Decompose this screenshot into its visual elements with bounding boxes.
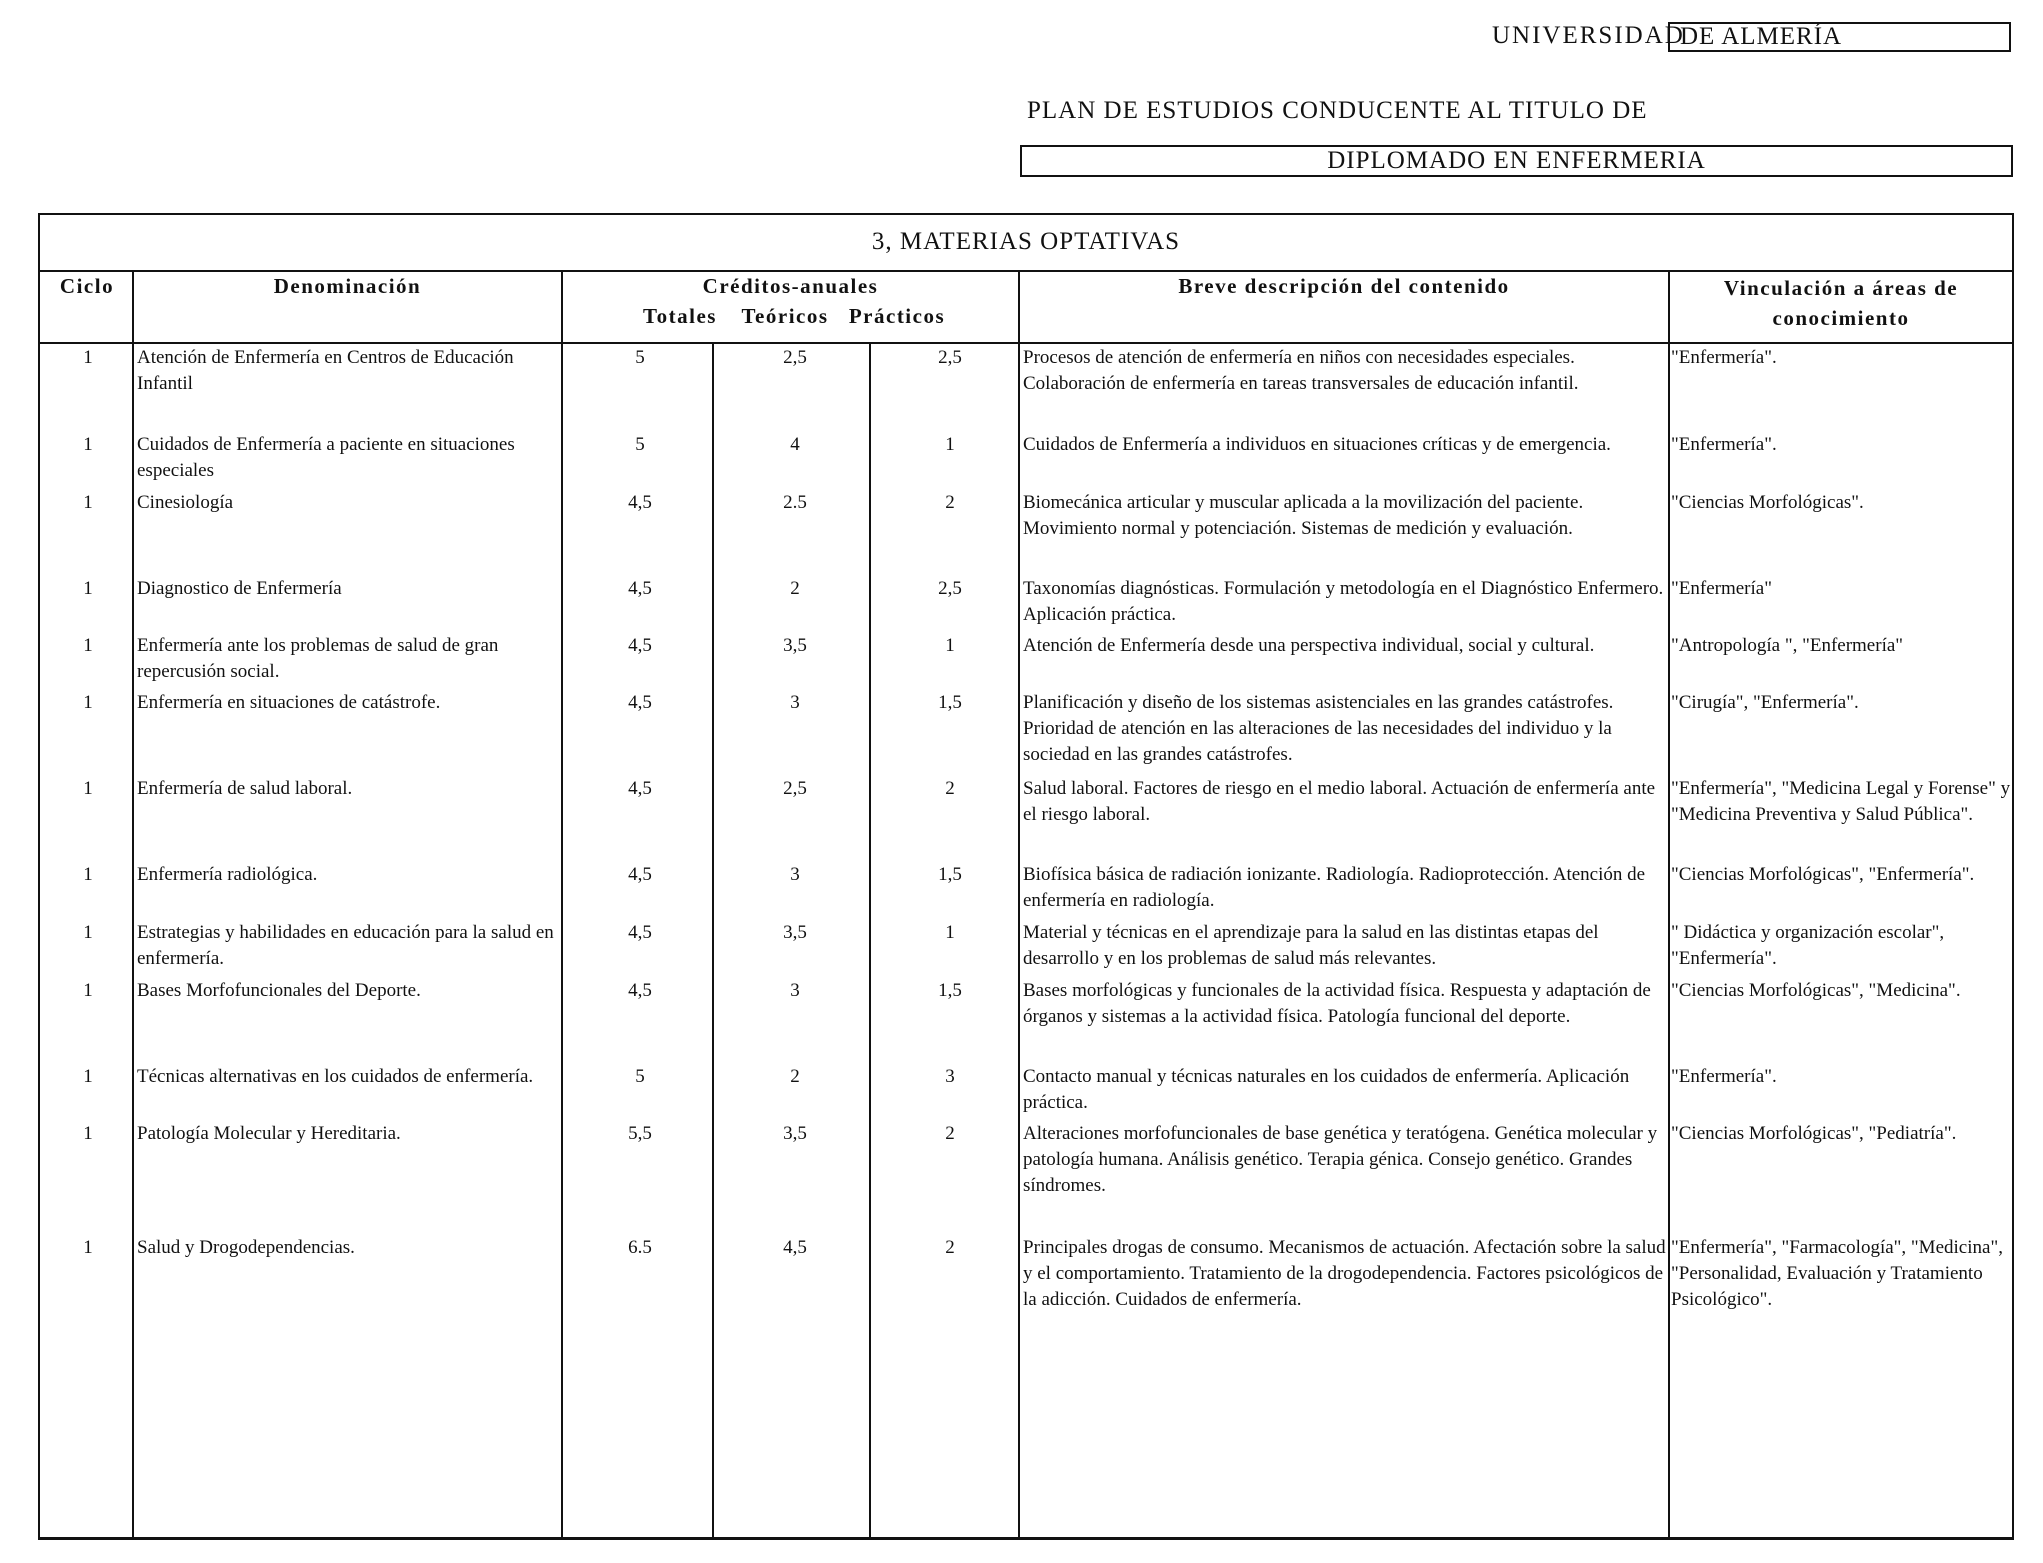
row-descripcion: Contacto manual y técnicas naturales en los cuidados de enfermería. Aplicación práctica. xyxy=(1023,1066,1630,1113)
col-practicos: Prácticos xyxy=(848,304,946,328)
row-practicos: 1 xyxy=(945,922,955,943)
col-descripcion: Breve descripción del contenido xyxy=(1178,274,1510,298)
descripcion-divider xyxy=(1668,270,1670,1538)
header-bottom-rule xyxy=(40,342,2012,344)
row-teoricos: 3 xyxy=(790,692,800,713)
col-totales: Totales xyxy=(643,304,717,328)
row-totales: 4,5 xyxy=(628,692,652,713)
row-ciclo: 1 xyxy=(83,1237,93,1258)
row-totales: 4,5 xyxy=(628,492,652,513)
row-vinculacion: "Cirugía", "Enfermería". xyxy=(1671,692,1859,713)
denominacion-divider xyxy=(561,270,563,1538)
row-teoricos: 2 xyxy=(790,578,800,599)
row-vinculacion: "Enfermería". xyxy=(1671,347,1777,368)
row-ciclo: 1 xyxy=(83,1123,93,1144)
row-descripcion: Planificación y diseño de los sistemas asistenciales en las grandes catástrofes. Prioridad de atención en las alteraciones de las necesidades del individuo y la sociedad en las grandes catástrofes. xyxy=(1023,692,1614,765)
row-teoricos: 3,5 xyxy=(783,922,807,943)
row-denominacion: Diagnostico de Enfermería xyxy=(137,578,342,599)
col-ciclo: Ciclo xyxy=(59,274,115,298)
row-ciclo: 1 xyxy=(83,1066,93,1087)
row-teoricos: 3,5 xyxy=(783,1123,807,1144)
row-descripcion: Atención de Enfermería desde una perspectiva individual, social y cultural. xyxy=(1023,635,1595,656)
row-practicos: 1 xyxy=(945,434,955,455)
row-ciclo: 1 xyxy=(83,922,93,943)
row-vinculacion: "Antropología ", "Enfermería" xyxy=(1671,635,1904,656)
row-ciclo: 1 xyxy=(83,434,93,455)
row-teoricos: 2,5 xyxy=(783,347,807,368)
row-descripcion: Taxonomías diagnósticas. Formulación y metodología en el Diagnóstico Enfermero. Aplicación práctica. xyxy=(1023,578,1664,625)
row-descripcion: Cuidados de Enfermería a individuos en situaciones críticas y de emergencia. xyxy=(1023,434,1611,455)
row-teoricos: 3,5 xyxy=(783,635,807,656)
row-ciclo: 1 xyxy=(83,578,93,599)
university-label: UNIVERSIDAD xyxy=(1492,22,1685,49)
section-title: 3, MATERIAS OPTATIVAS xyxy=(871,228,1181,255)
row-descripcion: Principales drogas de consumo. Mecanismos de actuación. Afectación sobre la salud y el comportamiento. Tratamiento de la drogodependencia. Factores psicológicos de la adicción. Cuidados de enfermería. xyxy=(1023,1237,1666,1310)
row-totales: 4,5 xyxy=(628,980,652,1001)
row-ciclo: 1 xyxy=(83,492,93,513)
header-top-rule xyxy=(40,270,2012,272)
row-denominacion: Técnicas alternativas en los cuidados de enfermería. xyxy=(137,1066,534,1087)
row-ciclo: 1 xyxy=(83,864,93,885)
row-denominacion: Estrategias y habilidades en educación para la salud en enfermería. xyxy=(137,922,554,969)
row-ciclo: 1 xyxy=(83,692,93,713)
row-totales: 4,5 xyxy=(628,635,652,656)
row-teoricos: 4,5 xyxy=(783,1237,807,1258)
ciclo-divider xyxy=(132,270,134,1538)
row-practicos: 3 xyxy=(945,1066,955,1087)
row-practicos: 1,5 xyxy=(938,864,962,885)
row-vinculacion: "Enfermería", "Farmacología", "Medicina", "Personalidad, Evaluación y Tratamiento Psicológico". xyxy=(1671,1237,2003,1310)
row-ciclo: 1 xyxy=(83,347,93,368)
row-totales: 4,5 xyxy=(628,922,652,943)
row-vinculacion: " Didáctica y organización escolar", "Enfermería". xyxy=(1671,922,1945,969)
row-vinculacion: "Ciencias Morfológicas", "Medicina". xyxy=(1671,980,1961,1001)
university-name-box: DE ALMERÍA xyxy=(1668,22,2011,52)
row-teoricos: 2.5 xyxy=(783,492,807,513)
row-vinculacion: "Ciencias Morfológicas". xyxy=(1671,492,1864,513)
row-vinculacion: "Ciencias Morfológicas", "Enfermería". xyxy=(1671,864,1975,885)
row-denominacion: Enfermería radiológica. xyxy=(137,864,318,885)
row-practicos: 2 xyxy=(945,1237,955,1258)
row-totales: 6.5 xyxy=(628,1237,652,1258)
row-practicos: 2 xyxy=(945,1123,955,1144)
row-denominacion: Salud y Drogodependencias. xyxy=(137,1237,355,1258)
col-vinculacion-line1: Vinculación a áreas de xyxy=(1723,276,1959,300)
degree-box: DIPLOMADO EN ENFERMERIA xyxy=(1020,145,2013,177)
creditos-divider xyxy=(1018,270,1020,1538)
row-totales: 4,5 xyxy=(628,864,652,885)
row-teoricos: 2 xyxy=(790,1066,800,1087)
row-practicos: 2,5 xyxy=(938,347,962,368)
row-descripcion: Biofísica básica de radiación ionizante. Radiología. Radioprotección. Atención de enfermería en radiología. xyxy=(1023,864,1646,911)
row-denominacion: Patología Molecular y Hereditaria. xyxy=(137,1123,401,1144)
row-ciclo: 1 xyxy=(83,778,93,799)
row-descripcion: Salud laboral. Factores de riesgo en el medio laboral. Actuación de enfermería ante el riesgo laboral. xyxy=(1023,778,1656,825)
row-practicos: 1 xyxy=(945,635,955,656)
row-denominacion: Enfermería ante los problemas de salud de gran repercusión social. xyxy=(137,635,499,682)
row-denominacion: Enfermería de salud laboral. xyxy=(137,778,353,799)
row-teoricos: 3 xyxy=(790,864,800,885)
row-descripcion: Bases morfológicas y funcionales de la actividad física. Respuesta y adaptación de órganos y sistemas a la actividad física. Patología funcional del deporte. xyxy=(1023,980,1651,1027)
col-teoricos: Teóricos xyxy=(741,304,829,328)
row-totales: 4,5 xyxy=(628,778,652,799)
row-totales: 4,5 xyxy=(628,578,652,599)
row-vinculacion: "Ciencias Morfológicas", "Pediatría". xyxy=(1671,1123,1957,1144)
col-creditos: Créditos-anuales xyxy=(702,274,879,298)
row-denominacion: Enfermería en situaciones de catástrofe. xyxy=(137,692,441,713)
row-teoricos: 3 xyxy=(790,980,800,1001)
row-denominacion: Bases Morfofuncionales del Deporte. xyxy=(137,980,421,1001)
row-practicos: 2 xyxy=(945,492,955,513)
plan-title: PLAN DE ESTUDIOS CONDUCENTE AL TITULO DE xyxy=(1027,97,1648,124)
row-descripcion: Procesos de atención de enfermería en niños con necesidades especiales. Colaboración de enfermería en tareas transversales de educación infantil. xyxy=(1023,347,1579,394)
row-ciclo: 1 xyxy=(83,635,93,656)
row-practicos: 1,5 xyxy=(938,692,962,713)
row-vinculacion: "Enfermería". xyxy=(1671,434,1777,455)
row-totales: 5,5 xyxy=(628,1123,652,1144)
row-denominacion: Atención de Enfermería en Centros de Educación Infantil xyxy=(137,347,514,394)
row-vinculacion: "Enfermería". xyxy=(1671,1066,1777,1087)
row-descripcion: Material y técnicas en el aprendizaje para la salud en las distintas etapas del desarrollo y en los problemas de salud más relevantes. xyxy=(1023,922,1599,969)
row-totales: 5 xyxy=(635,347,645,368)
row-practicos: 2 xyxy=(945,778,955,799)
row-denominacion: Cinesiología xyxy=(137,492,234,513)
row-vinculacion: "Enfermería" xyxy=(1671,578,1772,599)
col-vinculacion-line2: conocimiento xyxy=(1772,306,1910,330)
row-vinculacion: "Enfermería", "Medicina Legal y Forense" y "Medicina Preventiva y Salud Pública". xyxy=(1671,778,2011,825)
row-denominacion: Cuidados de Enfermería a paciente en situaciones especiales xyxy=(137,434,515,481)
row-ciclo: 1 xyxy=(83,980,93,1001)
row-teoricos: 2,5 xyxy=(783,778,807,799)
row-descripcion: Alteraciones morfofuncionales de base genética y teratógena. Genética molecular y patología humana. Análisis genético. Terapia génica. Consejo genético. Grandes síndromes. xyxy=(1023,1123,1658,1196)
row-totales: 5 xyxy=(635,434,645,455)
row-totales: 5 xyxy=(635,1066,645,1087)
row-teoricos: 4 xyxy=(790,434,800,455)
row-practicos: 1,5 xyxy=(938,980,962,1001)
row-descripcion: Biomecánica articular y muscular aplicada a la movilización del paciente. Movimiento normal y potenciación. Sistemas de medición y evaluación. xyxy=(1023,492,1584,539)
col-denominacion: Denominación xyxy=(273,274,422,298)
row-practicos: 2,5 xyxy=(938,578,962,599)
